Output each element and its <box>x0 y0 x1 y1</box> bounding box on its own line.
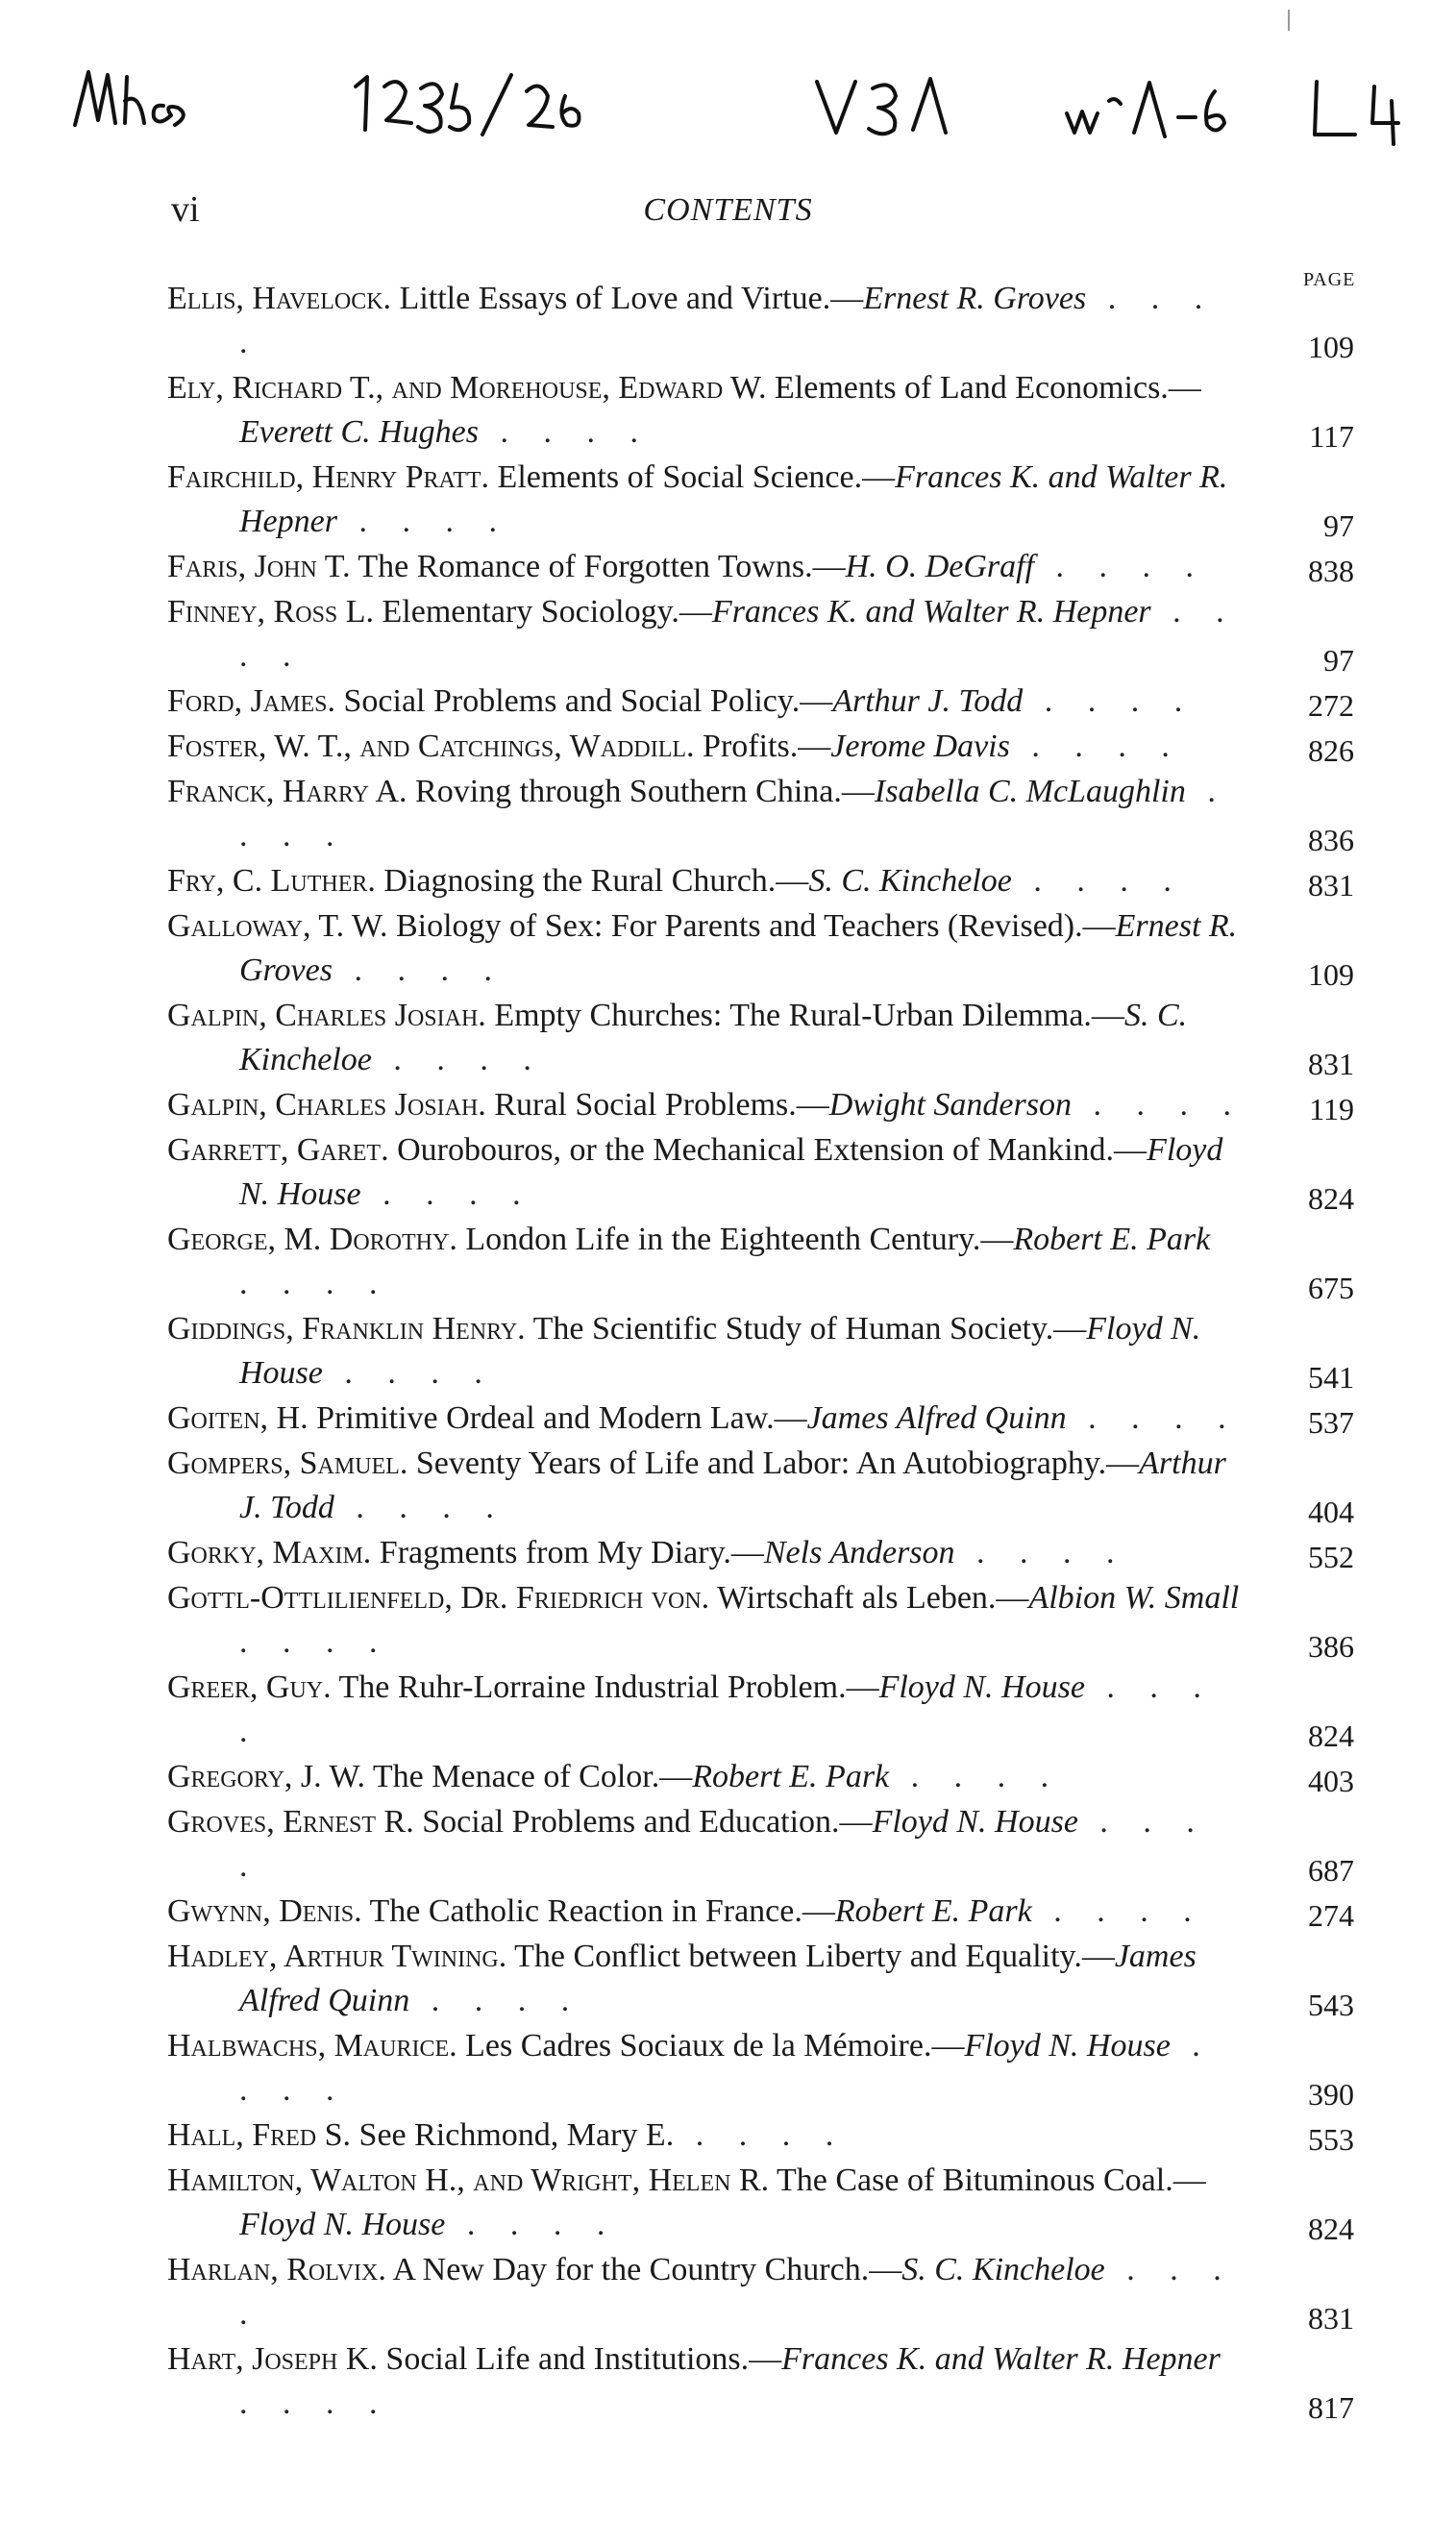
dot-leader: . . . . <box>478 414 652 450</box>
entry-title: Seventy Years of Life and Labor: An Autobiography.— <box>415 1446 1140 1481</box>
entry-text <box>167 1755 1354 1799</box>
dot-leader: . . . . <box>674 2117 848 2153</box>
contents-entry <box>167 2113 1354 2158</box>
entry-text <box>167 1396 1354 1441</box>
entry-title: See Richmond, Mary E. <box>358 2117 675 2153</box>
entry-page-number: 824 <box>1308 1718 1354 1753</box>
entry-reviewer: S. C. Kincheloe <box>901 2252 1105 2287</box>
entry-reviewer: Isabella C. McLaughlin <box>874 774 1186 809</box>
entry-reviewer: Ernest R. Groves <box>863 281 1087 316</box>
entry-text <box>167 904 1354 993</box>
dot-leader: . . . . <box>239 594 1238 674</box>
entry-title: Empty Churches: The Rural-Urban Dilemma.— <box>494 998 1124 1033</box>
entry-author: Hall, Fred S. <box>167 2117 352 2153</box>
contents-entry <box>167 1442 1354 1530</box>
dot-leader: . . . . <box>239 2252 1235 2332</box>
contents-entry <box>167 725 1354 769</box>
contents-list <box>167 277 1354 2427</box>
entry-author: Ellis, Havelock. <box>167 281 392 316</box>
entry-page-number: 109 <box>1308 330 1354 364</box>
entry-text <box>167 1576 1354 1665</box>
entry-text <box>167 2113 1354 2158</box>
contents-entry <box>167 2337 1354 2426</box>
contents-entry <box>167 770 1354 858</box>
contents-entry <box>167 680 1354 724</box>
entry-author: Fairchild, Henry Pratt. <box>167 459 490 495</box>
entry-reviewer: Everett C. Hughes <box>239 414 479 450</box>
entry-title: Rural Social Problems.— <box>494 1087 829 1123</box>
entry-title: Social Problems and Social Policy.— <box>343 683 833 719</box>
entry-reviewer: Floyd N. House <box>878 1669 1085 1705</box>
dot-leader: . . . . <box>239 281 1217 360</box>
entry-page-number: 687 <box>1308 1853 1354 1888</box>
dot-leader: . . . . <box>1011 863 1185 899</box>
entry-author: Fry, C. Luther. <box>167 863 376 899</box>
scan-mark <box>1288 10 1290 31</box>
contents-entry <box>167 1531 1354 1575</box>
entry-title: Little Essays of Love and Virtue.— <box>399 281 864 316</box>
contents-entry <box>167 277 1354 365</box>
entry-reviewer: Floyd N. House <box>239 1132 1223 1212</box>
dot-leader: . . . . <box>1034 549 1208 584</box>
entry-title: Biology of Sex: For Parents and Teachers (Revised).— <box>395 908 1116 944</box>
entry-author: Garrett, Garet. <box>167 1132 389 1168</box>
dot-leader: . . . . <box>239 2385 391 2421</box>
entry-title: Elementary Sociology.— <box>382 594 712 630</box>
entry-text <box>167 725 1354 769</box>
entry-page-number: 831 <box>1308 868 1354 902</box>
contents-entry <box>167 1396 1354 1441</box>
contents-entry <box>167 859 1354 903</box>
entry-title: Social Life and Institutions.— <box>385 2341 782 2377</box>
entry-reviewer: Robert E. Park <box>1013 1222 1211 1257</box>
contents-entry <box>167 2248 1354 2336</box>
entry-reviewer: Robert E. Park <box>834 1893 1032 1929</box>
entry-author: Halbwachs, Maurice. <box>167 2028 457 2064</box>
entry-text <box>167 1890 1354 1934</box>
entry-title: The Romance of Forgotten Towns.— <box>358 549 846 584</box>
dot-leader: . . . . <box>1071 1087 1245 1123</box>
contents-entry <box>167 1128 1354 1217</box>
entry-text <box>167 1531 1354 1575</box>
entry-reviewer: Frances K. and Walter R. Hepner <box>711 594 1151 630</box>
entry-title: Roving through Southern China.— <box>415 774 875 809</box>
contents-entry <box>167 994 1354 1082</box>
dot-leader: . . . . <box>1009 729 1183 764</box>
entry-reviewer: Nels Anderson <box>763 1535 955 1570</box>
contents-entry <box>167 366 1354 455</box>
entry-text <box>167 1307 1354 1396</box>
entry-author: Galloway, T. W. <box>167 908 388 944</box>
entry-text <box>167 1935 1354 2023</box>
entry-author: Gregory, J. W. <box>167 1759 365 1794</box>
entry-author: Giddings, Franklin Henry. <box>167 1311 526 1347</box>
entry-reviewer: James Alfred Quinn <box>239 1939 1197 2018</box>
entry-text <box>167 770 1354 858</box>
entry-page-number: 97 <box>1323 508 1354 543</box>
entry-text <box>167 994 1354 1082</box>
entry-page-number: 552 <box>1308 1540 1354 1574</box>
dot-leader: . . . . <box>333 1490 507 1525</box>
entry-author: Finney, Ross L. <box>167 594 375 630</box>
entry-text <box>167 2024 1354 2113</box>
entry-title: The Scientific Study of Human Society.— <box>532 1311 1087 1347</box>
entry-reviewer: S. C. Kincheloe <box>239 998 1188 1077</box>
entry-page-number: 390 <box>1308 2077 1354 2112</box>
contents-entry <box>167 1935 1354 2023</box>
entry-title: The Case of Bituminous Coal.— <box>777 2163 1206 2198</box>
entry-reviewer: Albion W. Small <box>1028 1580 1240 1616</box>
contents-entry <box>167 1218 1354 1306</box>
entry-author: Galpin, Charles Josiah. <box>167 998 486 1033</box>
entry-reviewer: Ernest R. Groves <box>239 908 1238 988</box>
entry-author: Galpin, Charles Josiah. <box>167 1087 486 1123</box>
entry-page-number: 543 <box>1308 1988 1354 2022</box>
entry-page-number: 838 <box>1308 554 1354 588</box>
entry-page-number: 272 <box>1308 688 1354 723</box>
entry-page-number: 836 <box>1308 823 1354 857</box>
entry-title: Primitive Ordeal and Modern Law.— <box>316 1400 807 1436</box>
entry-reviewer: Dwight Sanderson <box>828 1087 1072 1123</box>
entry-page-number: 537 <box>1308 1405 1354 1440</box>
entry-author: Faris, John T. <box>167 549 351 584</box>
contents-entry <box>167 904 1354 993</box>
contents-entry <box>167 1666 1354 1754</box>
entry-reviewer: Jerome Davis <box>830 729 1010 764</box>
contents-entry <box>167 590 1354 679</box>
entry-author: Gwynn, Denis. <box>167 1893 362 1929</box>
dot-leader: . . . . <box>239 2028 1214 2108</box>
entry-page-number: 831 <box>1308 1047 1354 1081</box>
entry-page-number: 403 <box>1308 1764 1354 1798</box>
entry-reviewer: Floyd N. House <box>239 1311 1201 1391</box>
entry-title: A New Day for the Country Church.— <box>392 2252 902 2287</box>
entry-reviewer: Frances K. and Walter R. Hepner <box>239 459 1228 539</box>
entry-author: Hamilton, Walton H., and Wright, Helen R. <box>167 2163 770 2198</box>
entry-page-number: 117 <box>1309 419 1354 454</box>
contents-entry <box>167 1890 1354 1934</box>
entry-text <box>167 1128 1354 1217</box>
contents-entry <box>167 1083 1354 1127</box>
contents-entry <box>167 545 1354 589</box>
entry-page-number: 109 <box>1308 957 1354 992</box>
dot-leader: . . . . <box>239 1669 1215 1749</box>
dot-leader: . . . . <box>409 1983 583 2018</box>
dot-leader: . . . . <box>1023 683 1197 719</box>
page-title: CONTENTS <box>643 192 813 228</box>
entry-author: Gottl-Ottlilienfeld, Dr. Friedrich von. <box>167 1580 710 1616</box>
entry-page-number: 119 <box>1309 1092 1354 1126</box>
entry-reviewer: Floyd N. House <box>964 2028 1171 2064</box>
entry-title: Diagnosing the Rural Church.— <box>383 863 809 899</box>
entry-page-number: 826 <box>1308 733 1354 768</box>
entry-text <box>167 366 1354 455</box>
entry-page-number: 274 <box>1308 1898 1354 1933</box>
entry-author: Ford, James. <box>167 683 335 719</box>
dot-leader: . . . . <box>1066 1400 1240 1436</box>
dot-leader: . . . . <box>239 774 1229 853</box>
entry-text <box>167 2337 1354 2426</box>
entry-reviewer: Frances K. and Walter R. Hepner <box>781 2341 1221 2377</box>
entry-text <box>167 1800 1354 1889</box>
entry-text <box>167 1083 1354 1127</box>
entry-text <box>167 277 1354 365</box>
entry-text <box>167 680 1354 724</box>
contents-entry <box>167 2159 1354 2247</box>
entry-reviewer: Robert E. Park <box>692 1759 890 1794</box>
handwritten-annotation <box>67 48 1413 173</box>
handwritten-annotation-graphic <box>67 48 1413 173</box>
entry-page-number: 675 <box>1308 1271 1354 1305</box>
entry-author: George, M. Dorothy. <box>167 1222 457 1257</box>
entry-title: Elements of Social Science.— <box>497 459 896 495</box>
entry-title: Les Cadres Sociaux de la Mémoire.— <box>465 2028 965 2064</box>
dot-leader: . . . . <box>360 1176 534 1212</box>
entry-text <box>167 545 1354 589</box>
entry-reviewer: H. O. DeGraff <box>845 549 1035 584</box>
dot-leader: . . . . <box>889 1759 1063 1794</box>
entry-author: Groves, Ernest R. <box>167 1804 414 1840</box>
contents-entry <box>167 1307 1354 1396</box>
entry-reviewer: Floyd N. House <box>239 2207 446 2242</box>
entry-title: Elements of Land Economics.— <box>775 370 1201 406</box>
entry-page-number: 404 <box>1308 1495 1354 1529</box>
entry-title: Wirtschaft als Leben.— <box>717 1580 1029 1616</box>
entry-text <box>167 859 1354 903</box>
entry-author: Foster, W. T., and Catchings, Waddill. <box>167 729 695 764</box>
entry-reviewer: James Alfred Quinn <box>806 1400 1067 1436</box>
entry-page-number: 386 <box>1308 1629 1354 1664</box>
entry-title: Ourobouros, or the Mechanical Extension of Mankind.— <box>397 1132 1148 1168</box>
dot-leader: . . . . <box>1031 1893 1205 1929</box>
entry-title: Social Problems and Education.— <box>422 1804 873 1840</box>
dot-leader: . . . . <box>322 1355 496 1391</box>
entry-page-number: 824 <box>1308 1181 1354 1216</box>
entry-author: Greer, Guy. <box>167 1669 332 1705</box>
entry-reviewer: S. C. Kincheloe <box>808 863 1012 899</box>
contents-entry <box>167 456 1354 544</box>
entry-reviewer: Arthur J. Todd <box>239 1446 1226 1525</box>
entry-author: Hart, Joseph K. <box>167 2341 378 2377</box>
dot-leader: . . . . <box>371 1042 545 1077</box>
entry-title: Profits.— <box>703 729 831 764</box>
entry-author: Harlan, Rolvix. <box>167 2252 386 2287</box>
dot-leader: . . . . <box>239 1804 1208 1884</box>
entry-title: Fragments from My Diary.— <box>379 1535 764 1570</box>
entry-text <box>167 590 1354 679</box>
entry-title: The Ruhr-Lorraine Industrial Problem.— <box>338 1669 879 1705</box>
entry-text <box>167 1218 1354 1306</box>
contents-entry <box>167 1755 1354 1799</box>
dot-leader: . . . . <box>954 1535 1128 1570</box>
entry-author: Gompers, Samuel. <box>167 1446 408 1481</box>
dot-leader: . . . . <box>336 504 510 539</box>
entry-author: Hadley, Arthur Twining. <box>167 1939 507 1974</box>
contents-entry <box>167 1800 1354 1889</box>
entry-page-number: 824 <box>1308 2212 1354 2246</box>
contents-entry <box>167 2024 1354 2113</box>
entry-reviewer: Arthur J. Todd <box>832 683 1024 719</box>
dot-leader: . . . . <box>332 952 506 988</box>
entry-text <box>167 2159 1354 2247</box>
entry-author: Gorky, Maxim. <box>167 1535 372 1570</box>
entry-text <box>167 1666 1354 1754</box>
entry-author: Ely, Richard T., and Morehouse, Edward W. <box>167 370 767 406</box>
page-number: vi <box>171 189 200 230</box>
entry-page-number: 817 <box>1308 2390 1354 2425</box>
entry-page-number: 97 <box>1323 643 1354 678</box>
page-column-label: PAGE <box>1303 269 1356 290</box>
contents-entry <box>167 1576 1354 1665</box>
entry-text <box>167 2248 1354 2336</box>
dot-leader: . . . . <box>445 2207 619 2242</box>
entry-title: The Catholic Reaction in France.— <box>369 1893 835 1929</box>
dot-leader: . . . . <box>239 1624 391 1660</box>
entry-reviewer: Floyd N. House <box>872 1804 1078 1840</box>
entry-title: The Menace of Color.— <box>372 1759 693 1794</box>
entry-author: Franck, Harry A. <box>167 774 407 809</box>
entry-title: London Life in the Eighteenth Century.— <box>465 1222 1014 1257</box>
entry-text <box>167 1442 1354 1530</box>
entry-page-number: 831 <box>1308 2301 1354 2336</box>
entry-title: The Conflict between Liberty and Equality.— <box>514 1939 1115 1974</box>
entry-text <box>167 456 1354 544</box>
dot-leader: . . . . <box>239 1266 391 1301</box>
entry-page-number: 553 <box>1308 2122 1354 2157</box>
entry-page-number: 541 <box>1308 1360 1354 1395</box>
entry-author: Goiten, H. <box>167 1400 308 1436</box>
